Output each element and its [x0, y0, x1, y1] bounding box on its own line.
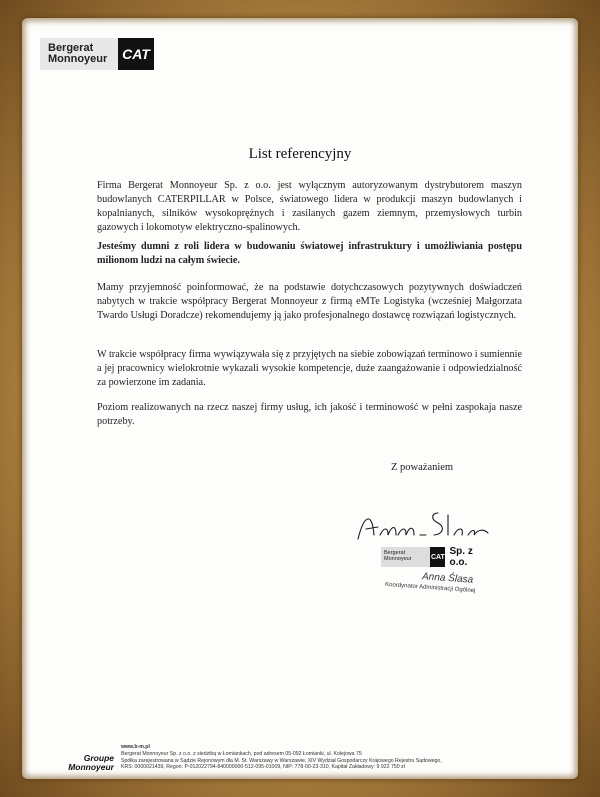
company-logo — [40, 38, 154, 70]
logo-text — [40, 38, 118, 70]
company-stamp — [381, 546, 491, 568]
group-line-2: Monnoyeur — [68, 762, 114, 772]
cat-logo: CAT — [118, 38, 154, 70]
stamp-name: Anna Ślasa — [421, 571, 474, 586]
logo-line-1: Bergerat — [48, 42, 94, 54]
footer-line-3: KRS: 0000021439, Regon: P-012022794-840000000-512-095-01009, NIP: 778-00-23-310, Kapitał Zakładowy: 9 922 750 zł — [121, 764, 405, 771]
logo-line-2: Monnoyeur — [48, 53, 108, 65]
stamp-logo-line-1: Bergerat — [384, 550, 406, 556]
groupe-monnoyeur-logo — [62, 754, 114, 772]
paragraph-recommendation: Mamy przyjemność poinformować, że na podstawie dotychczasowych pozytywnych doświadczeń nabytych w trakcie współpracy Bergerat Monnoyeur z firmą eMTe Logistyka (wcześniej Małgorzata Twardo Usługi Doradcze) rekomendujemy ją jako profesjonalnego dostawcę rozwiązań logistycznych. — [97, 282, 522, 321]
group-line-1: Groupe — [83, 753, 114, 763]
footer-line-2: Spółka zarejestrowana w Sądzie Rejonowym dla M. St. Warszawy w Warszawie, XIV Wydział Gospodarczy Krajowego Rejestru Sądowego, — [121, 757, 442, 764]
footer-company-info — [121, 744, 521, 771]
letter-title: List referencyjny — [248, 146, 352, 162]
letter-page — [22, 18, 578, 779]
stamp-role: Koordynator Administracji Ogólnej — [384, 581, 476, 595]
stamp-cat-logo: CAT — [430, 547, 445, 567]
closing-regards: Z poważaniem — [391, 462, 454, 473]
footer-website: www.b-m.pl — [121, 744, 150, 750]
stamp-company-suffix: Sp. z o.o. — [449, 546, 473, 568]
paragraph-cooperation: W trakcie współpracy firma wywiązywała się z przyjętych na siebie zobowiązań terminowo i sumiennie a jej pracownicy wielokrotnie wykazali wysokie kompetencje, duże zaangażowanie i odpowiedzialność za powierzone im zadania. — [97, 349, 522, 388]
paragraph-quality: Poziom realizowanych na rzecz naszej firmy usług, ich jakość i terminowość w pełni zaspokaja nasze potrzeby. — [97, 402, 522, 427]
handwritten-signature — [354, 505, 494, 545]
paragraph-leader: Jesteśmy dumni z roli lidera w budowaniu światowej infrastruktury i umożliwiania postępu milionom ludzi na całym świecie. — [97, 241, 522, 266]
stamp-logo — [381, 547, 430, 567]
stamp-logo-line-2: Monnoyeur — [384, 556, 412, 562]
paragraph-intro: Firma Bergerat Monnoyeur Sp. z o.o. jest wyłącznym autoryzowanym dystrybutorem maszyn budowlanych CATERPILLAR w Polsce, światowego lidera w produkcji maszyn budowlanych i kopalnianych, silników wysokoprężnych i zasilanych gazem ziemnym, przemysłowych turbin gazowych i lokomotyw elektryczno-spalinowych. — [97, 180, 522, 233]
footer-line-1: Bergerat Monnoyeur Sp. z o.o. z siedzibą w Łomiankach, pod adresem 05-092 Łomianki, ul. Kolejowa 75 — [121, 750, 362, 757]
